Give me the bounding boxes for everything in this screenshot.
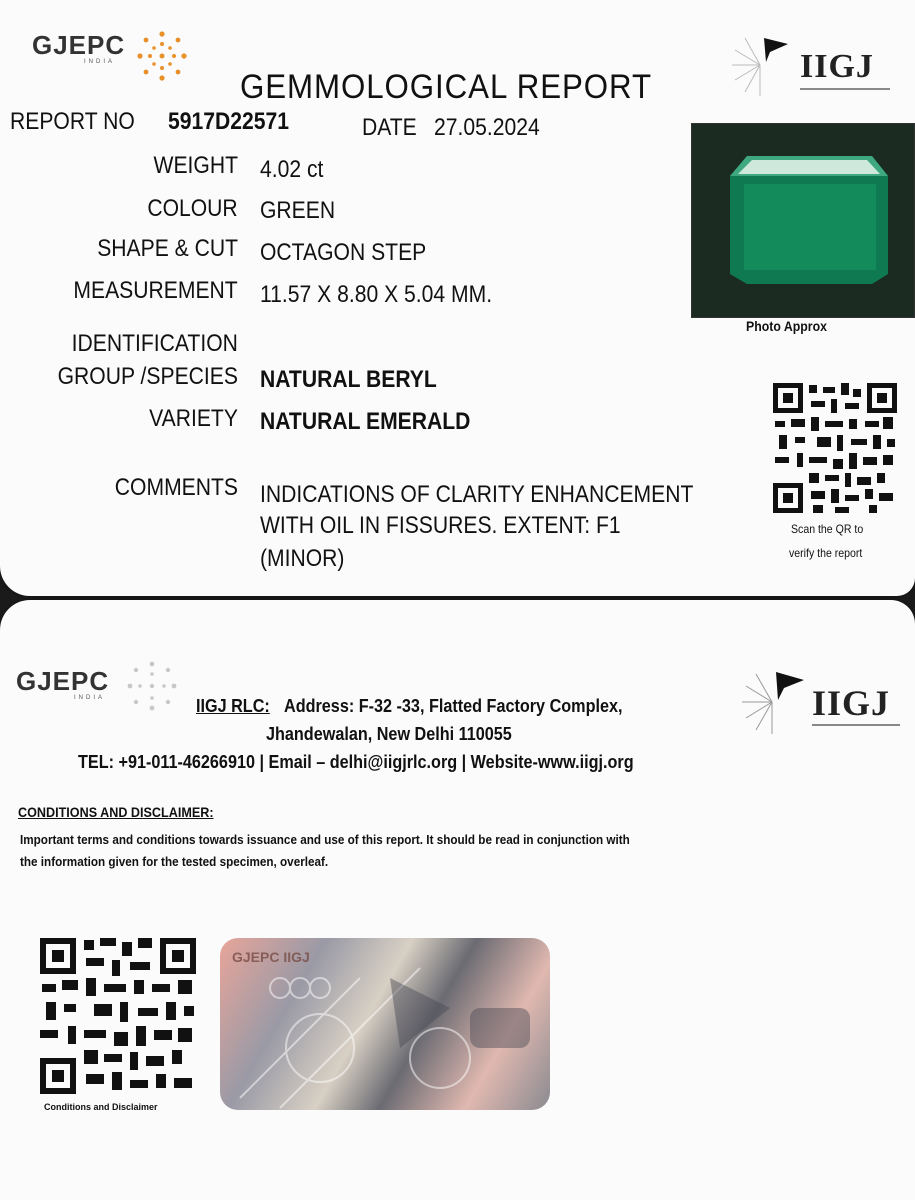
report-back-card <box>0 600 915 1200</box>
shape-cut-value: OCTAGON STEP <box>260 239 427 266</box>
measurement-value: 11.57 X 8.80 X 5.04 MM. <box>260 281 493 308</box>
gjepc-logo-text: GJEPC <box>32 30 126 60</box>
date-label: DATE <box>362 114 417 141</box>
conditions-line-1: Important terms and conditions towards issuance and use of this report. It should be read in conjunction with <box>20 832 630 847</box>
comments-line-3: (MINOR) <box>260 545 345 572</box>
conditions-line-2: the information given for the tested specimen, overleaf. <box>20 854 329 869</box>
gjepc-logo-back <box>16 666 109 701</box>
weight-value: 4.02 ct <box>260 156 324 183</box>
iigj-logo-back-text: IIGJ <box>812 683 891 723</box>
iigj-logo-rule <box>800 88 890 90</box>
group-species-label: GROUP /SPECIES <box>57 363 238 390</box>
hologram-pattern-icon <box>220 938 550 1110</box>
date-value: 27.05.2024 <box>434 114 540 141</box>
iigj-emblem-icon <box>730 30 790 100</box>
gjepc-logo-back-sub: INDIA <box>74 695 106 701</box>
conditions-qr-caption: Conditions and Disclaimer <box>44 1102 158 1112</box>
measurement-label: MEASUREMENT <box>73 277 238 304</box>
report-front-card <box>0 0 915 596</box>
verify-qr-code[interactable] <box>773 383 897 513</box>
gemstone-photo <box>691 123 915 318</box>
variety-label: VARIETY <box>149 405 238 432</box>
iigj-emblem-back-icon <box>740 664 806 738</box>
iigj-logo-back-rule <box>812 724 900 726</box>
report-title: GEMMOLOGICAL REPORT <box>240 68 653 106</box>
gjepc-logo-back-text: GJEPC <box>16 666 110 696</box>
security-hologram <box>220 938 550 1110</box>
address-label: IIGJ RLC: <box>196 696 270 716</box>
report-no-value: 5917D22571 <box>168 108 289 135</box>
qr-caption-line-1: Scan the QR to <box>791 522 864 536</box>
report-no-label: REPORT NO <box>10 108 135 135</box>
address-line-2: Jhandewalan, New Delhi 110055 <box>266 724 512 744</box>
contact-line: TEL: +91-011-46266910 | Email – delhi@iigjrlc.org | Website-www.iigj.org <box>78 752 634 772</box>
photo-caption: Photo Approx <box>746 318 827 334</box>
variety-value: NATURAL EMERALD <box>260 408 471 435</box>
gjepc-logo-sub: INDIA <box>84 59 116 65</box>
comments-label: COMMENTS <box>114 474 238 501</box>
gjepc-logo <box>32 30 125 65</box>
colour-label: COLOUR <box>147 195 238 222</box>
gjepc-emblem-back-icon <box>124 658 180 714</box>
hologram-text: GJEPC IIGJ <box>232 949 310 965</box>
emerald-stone-icon <box>692 124 914 317</box>
qr-caption-line-2: verify the report <box>789 546 863 560</box>
gjepc-emblem-icon <box>134 28 190 84</box>
group-species-value: NATURAL BERYL <box>260 366 437 393</box>
iigj-logo-text: IIGJ <box>800 48 874 85</box>
identification-label: IDENTIFICATION <box>71 330 238 357</box>
conditions-qr-code[interactable] <box>38 936 198 1096</box>
conditions-title: CONDITIONS AND DISCLAIMER: <box>18 804 214 820</box>
colour-value: GREEN <box>260 197 336 224</box>
address-line-1: Address: F-32 -33, Flatted Factory Complex, <box>284 696 623 716</box>
comments-line-1: INDICATIONS OF CLARITY ENHANCEMENT <box>260 481 694 508</box>
comments-line-2: WITH OIL IN FISSURES. EXTENT: F1 <box>260 512 621 539</box>
shape-cut-label: SHAPE & CUT <box>97 235 238 262</box>
weight-label: WEIGHT <box>153 152 238 179</box>
